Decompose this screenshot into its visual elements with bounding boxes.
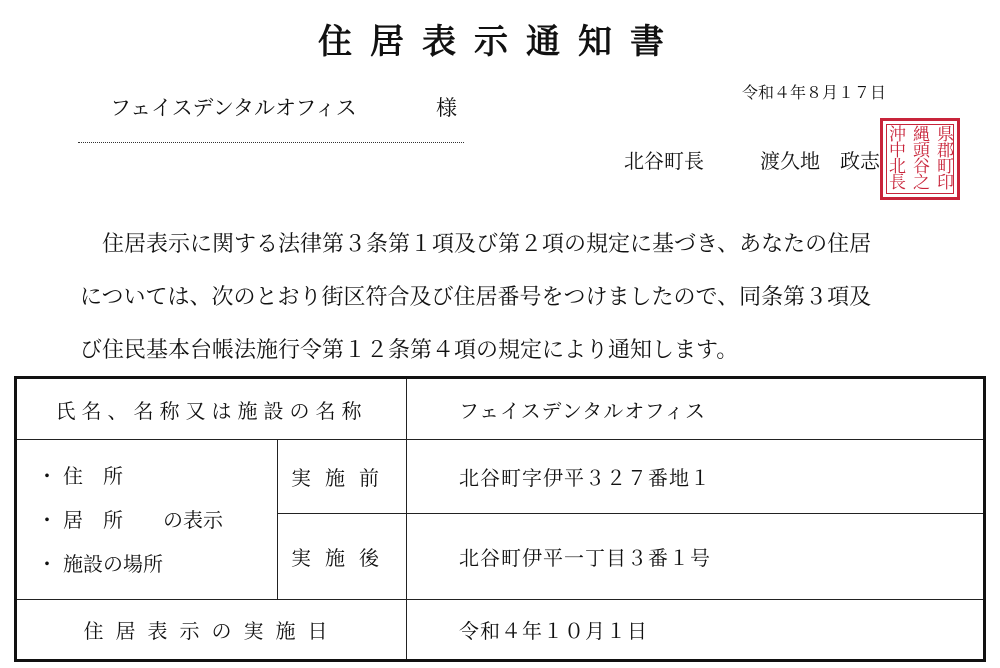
notice-body — [80, 218, 960, 377]
seal-column-middle: 縄頭谷之 — [909, 125, 929, 189]
after-value-cell: 北谷町伊平一丁目３番１号 — [407, 514, 985, 600]
addressee-honorific: 様 — [436, 96, 457, 120]
address-info-table — [14, 376, 986, 662]
before-value-cell: 北谷町字伊平３２７番地１ — [407, 440, 985, 514]
location-label-line: ・ 施設の場所 — [37, 551, 163, 576]
after-label-cell: 実施後 — [278, 514, 407, 600]
table-row-name — [16, 378, 985, 440]
location-label-line: ・ 住 所 — [37, 463, 123, 488]
issuer-title: 北谷町長 — [624, 149, 704, 173]
table-row-before — [16, 440, 985, 514]
addressee-name: フェイスデンタルオフィス — [110, 96, 357, 120]
seal-column-left: 沖中北長 — [885, 125, 905, 189]
notice-body-line: び住民基本台帳法施行令第１２条第４項の規定により通知します。 — [80, 338, 739, 363]
table-row-implementation-date — [16, 600, 985, 661]
official-seal-stamp — [880, 118, 960, 200]
notice-body-line: については、次のとおり街区符合及び住居番号をつけましたので、同条第３項及 — [80, 285, 872, 310]
name-value-cell: フェイスデンタルオフィス — [407, 378, 985, 440]
issue-date: 令和４年８月１７日 — [742, 83, 887, 102]
addressee-underline — [78, 142, 464, 143]
location-label-cell — [16, 440, 278, 600]
before-label-cell: 実施前 — [278, 440, 407, 514]
implementation-date-label-cell: 住居表示の実施日 — [16, 600, 407, 661]
notice-body-line: 住居表示に関する法律第３条第１項及び第２項の規定に基づき、あなたの住居 — [102, 232, 872, 257]
document-title: 住居表示通知書 — [318, 22, 682, 62]
name-label-cell: 氏名、名称又は施設の名称 — [16, 378, 407, 440]
issuer-name: 渡久地 政志 — [760, 149, 880, 173]
seal-column-right: 県郡町印 — [933, 125, 953, 189]
location-label-line: ・ 居 所 の表示 — [37, 507, 223, 532]
implementation-date-value-cell: 令和４年１０月１日 — [407, 600, 985, 661]
